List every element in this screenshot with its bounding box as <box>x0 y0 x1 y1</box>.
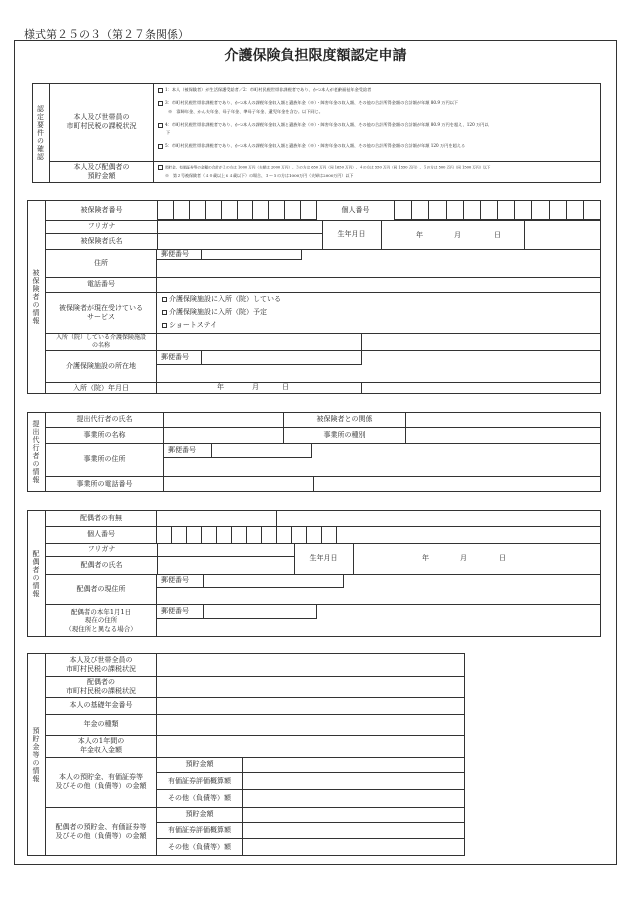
admission-month-unit: 月 <box>252 383 259 391</box>
pension-type-label: 年金の種類 <box>46 714 157 735</box>
spouse-personal-number-label: 個人番号 <box>46 526 157 543</box>
self-securities-label: 有価証券評価概算額 <box>157 773 243 790</box>
address-field[interactable] <box>157 260 601 277</box>
tax-status-label: 本人及び世帯員の 市町村民税の課税状況 <box>50 83 154 161</box>
spouse-personal-number-field[interactable] <box>157 526 337 543</box>
office-phone-label: 事業所の電話番号 <box>46 476 164 492</box>
spouse-furigana-label: フリガナ <box>87 545 116 554</box>
spouse-birth-year-unit: 年 <box>422 554 429 562</box>
spouse-jan-address-field[interactable] <box>157 619 601 637</box>
self-other-label: その他（負債等）額 <box>157 790 243 807</box>
self-other-field[interactable] <box>243 790 465 807</box>
spouse-postal-label: 郵便番号 <box>157 574 204 588</box>
self-securities-field[interactable] <box>243 773 465 790</box>
insured-name-label: 被保険者氏名 <box>80 236 123 245</box>
furigana-label: フリガナ <box>87 222 116 231</box>
admission-year-unit: 年 <box>217 383 224 391</box>
checkbox-icon[interactable] <box>162 323 167 328</box>
spouse-side-label: 配偶者の情報 <box>27 510 46 637</box>
checkbox-icon[interactable] <box>158 88 163 93</box>
birthdate-field[interactable] <box>382 220 525 249</box>
self-deposit-field[interactable] <box>243 757 465 773</box>
tax-option-4[interactable]: 4：市町村民税世帯非課税者であり、かつ本人の課税年金収入額と遺族年金（※）・障害年金の収入額、その他の合計所得金額の合計額が年額 80.9 万円を超え、120 万円以 <box>158 122 489 128</box>
checkbox-icon[interactable] <box>158 101 163 106</box>
pension-type-field[interactable] <box>157 714 465 735</box>
savings-note: ※ 第２号被保険者（４０歳以上６４歳以下）の場合、３～５の方は1000万円（夫婦は2000万円）以下 <box>165 173 354 178</box>
address-label: 住所 <box>46 249 157 277</box>
office-address-label: 事業所の住所 <box>46 443 164 476</box>
pension-number-field[interactable] <box>157 697 465 714</box>
savings-label: 本人及び配偶者の 預貯金額 <box>50 161 154 183</box>
has-spouse-field[interactable] <box>157 510 277 526</box>
service-label: 被保険者が現在受けている サービス <box>46 292 157 333</box>
birth-month-unit: 月 <box>454 231 461 239</box>
facility-postal-field[interactable] <box>202 350 362 365</box>
insured-number-label: 被保険者番号 <box>80 205 123 214</box>
spouse-birthdate-label: 生年月日 <box>294 543 354 574</box>
spouse-postal-field[interactable] <box>204 574 344 588</box>
office-name-field[interactable] <box>164 427 284 443</box>
has-spouse-label: 配偶者の有無 <box>46 510 157 526</box>
spouse-other-label: その他（負債等）額 <box>157 839 243 856</box>
spouse-name-label: 配偶者の氏名 <box>80 560 123 569</box>
birth-year-unit: 年 <box>416 231 423 239</box>
birthdate-label: 生年月日 <box>322 220 382 249</box>
facility-name-field[interactable] <box>157 333 362 350</box>
checkbox-icon[interactable] <box>158 165 163 170</box>
spouse-furigana-field[interactable] <box>157 543 294 556</box>
admission-day-unit: 日 <box>282 383 289 391</box>
spouse-tax-field[interactable] <box>157 676 465 697</box>
spouse-other-field[interactable] <box>243 839 465 856</box>
requirements-side-label: 認定要件の確認 <box>32 83 50 183</box>
self-assets-label: 本人の預貯金、有価証券等 及びその他（負債等）の金額 <box>46 757 157 807</box>
admission-date-label: 入所（院）年月日 <box>46 382 157 394</box>
spouse-birth-day-unit: 日 <box>499 554 506 562</box>
savings-side-label: 預貯金等の情報 <box>27 653 46 856</box>
savings-condition[interactable]: 預貯金、有価証券等の金額の合計が２の方は 1000 万円（夫婦は 2000 万円）、３の方は 650 万円（同 1650 万円）、４の方は 550 万円（同 1550 万円）、５の方は 500 万円（同 1500 万円）以下 <box>158 165 490 170</box>
pension-income-label: 本人の1年間の 年金収入金額 <box>46 735 157 757</box>
pension-number-label: 本人の基礎年金番号 <box>46 697 157 714</box>
personal-number-field[interactable] <box>394 200 601 220</box>
relation-field[interactable] <box>406 412 601 427</box>
birth-day-unit: 日 <box>494 231 501 239</box>
spouse-jan-postal-label: 郵便番号 <box>157 604 204 619</box>
personal-number-label: 個人番号 <box>341 205 370 214</box>
spouse-tax-label: 配偶者の 市町村民税の課税状況 <box>46 676 157 697</box>
spouse-deposit-field[interactable] <box>243 807 465 823</box>
postal-code-label: 郵便番号 <box>157 249 202 260</box>
pension-income-field[interactable] <box>157 735 465 757</box>
phone-field[interactable] <box>157 277 601 292</box>
furigana-field[interactable] <box>157 220 322 233</box>
spouse-securities-label: 有価証券評価概算額 <box>157 823 243 839</box>
insured-number-field[interactable] <box>157 200 317 220</box>
spouse-jan-postal-field[interactable] <box>204 604 317 619</box>
spouse-securities-field[interactable] <box>243 823 465 839</box>
relation-label: 被保険者との関係 <box>284 412 406 427</box>
self-deposit-label: 預貯金額 <box>157 757 243 773</box>
insured-side-label: 被保険者の情報 <box>27 200 46 394</box>
tax-option-3[interactable]: 3：市町村民税世帯非課税者であり、かつ本人の課税年金収入額と遺族年金（※）・障害年金の収入額、その他の合計所得金額の合計額が年額 80.9 万円以下 <box>158 100 458 106</box>
checkbox-icon[interactable] <box>162 310 167 315</box>
agent-name-label: 提出代行者の氏名 <box>46 412 164 427</box>
service-option-planned[interactable]: 介護保険施設に入所（院）予定 <box>162 308 267 317</box>
spouse-assets-label: 配偶者の預貯金、有価証券等 及びその他（負債等）の金額 <box>46 807 157 856</box>
office-type-field[interactable] <box>406 427 601 443</box>
spouse-jan-address-label: 配偶者の本年1月1日 現在の住所 （現住所と異なる場合） <box>46 604 157 637</box>
spouse-address-label: 配偶者の現住所 <box>46 574 157 604</box>
service-options <box>157 292 601 333</box>
tax-option-5[interactable]: 5：市町村民税世帯非課税者であり、かつ本人の課税年金収入額と遺族年金（※）・障害年金の収入額、その他の合計所得金額の合計額が年額 120 万円を超える <box>158 143 465 149</box>
admission-date-field[interactable] <box>157 382 362 394</box>
checkbox-icon[interactable] <box>158 144 163 149</box>
spouse-address-field[interactable] <box>157 588 601 604</box>
office-address-field[interactable] <box>164 458 601 476</box>
facility-postal-label: 郵便番号 <box>157 350 202 365</box>
spouse-birthdate-field[interactable] <box>354 543 601 574</box>
office-name-label: 事業所の名称 <box>46 427 164 443</box>
household-tax-label: 本人及び世帯全員の 市町村民税の課税状況 <box>46 653 157 676</box>
checkbox-icon[interactable] <box>158 123 163 128</box>
office-phone-field[interactable] <box>164 476 314 492</box>
spouse-birth-month-unit: 月 <box>460 554 467 562</box>
service-option-admitted[interactable]: 介護保険施設に入所（院）している <box>162 295 281 304</box>
facility-address-label: 介護保険施設の所在地 <box>46 350 157 382</box>
tax-option-3-note: ※ 寡婦年金、かん夫年金、母子年金、準母子年金、遺児年金を含む。以下同じ。 <box>168 109 323 114</box>
household-tax-field[interactable] <box>157 653 465 676</box>
office-type-label: 事業所の種別 <box>284 427 406 443</box>
postal-code-field[interactable] <box>202 249 302 260</box>
agent-name-field[interactable] <box>164 412 284 427</box>
form-number: 様式第２５の３（第２７条関係） <box>24 28 189 41</box>
spouse-deposit-label: 預貯金額 <box>157 807 243 823</box>
tax-option-4-tail: 下 <box>166 130 171 135</box>
office-postal-field[interactable] <box>212 443 312 458</box>
insured-name-field[interactable] <box>157 233 322 249</box>
page-title: 介護保険負担限度額認定申請 <box>224 48 407 64</box>
agent-side-label: 提出代行者の情報 <box>27 412 46 492</box>
spouse-name-field[interactable] <box>157 556 294 574</box>
facility-address-field[interactable] <box>157 365 601 382</box>
checkbox-icon[interactable] <box>162 297 167 302</box>
facility-name-label: 入所（院）している介護保険施設 の名称 <box>46 333 157 350</box>
office-postal-label: 郵便番号 <box>164 443 212 458</box>
service-option-shortstay[interactable]: ショートステイ <box>162 321 217 330</box>
tax-option-1[interactable]: 1：本人（被保険者）が生活保護受給者／2：市町村民税世帯非課税者であり、かつ本人が老齢福祉年金受給者 <box>158 87 371 93</box>
phone-label: 電話番号 <box>46 277 157 292</box>
